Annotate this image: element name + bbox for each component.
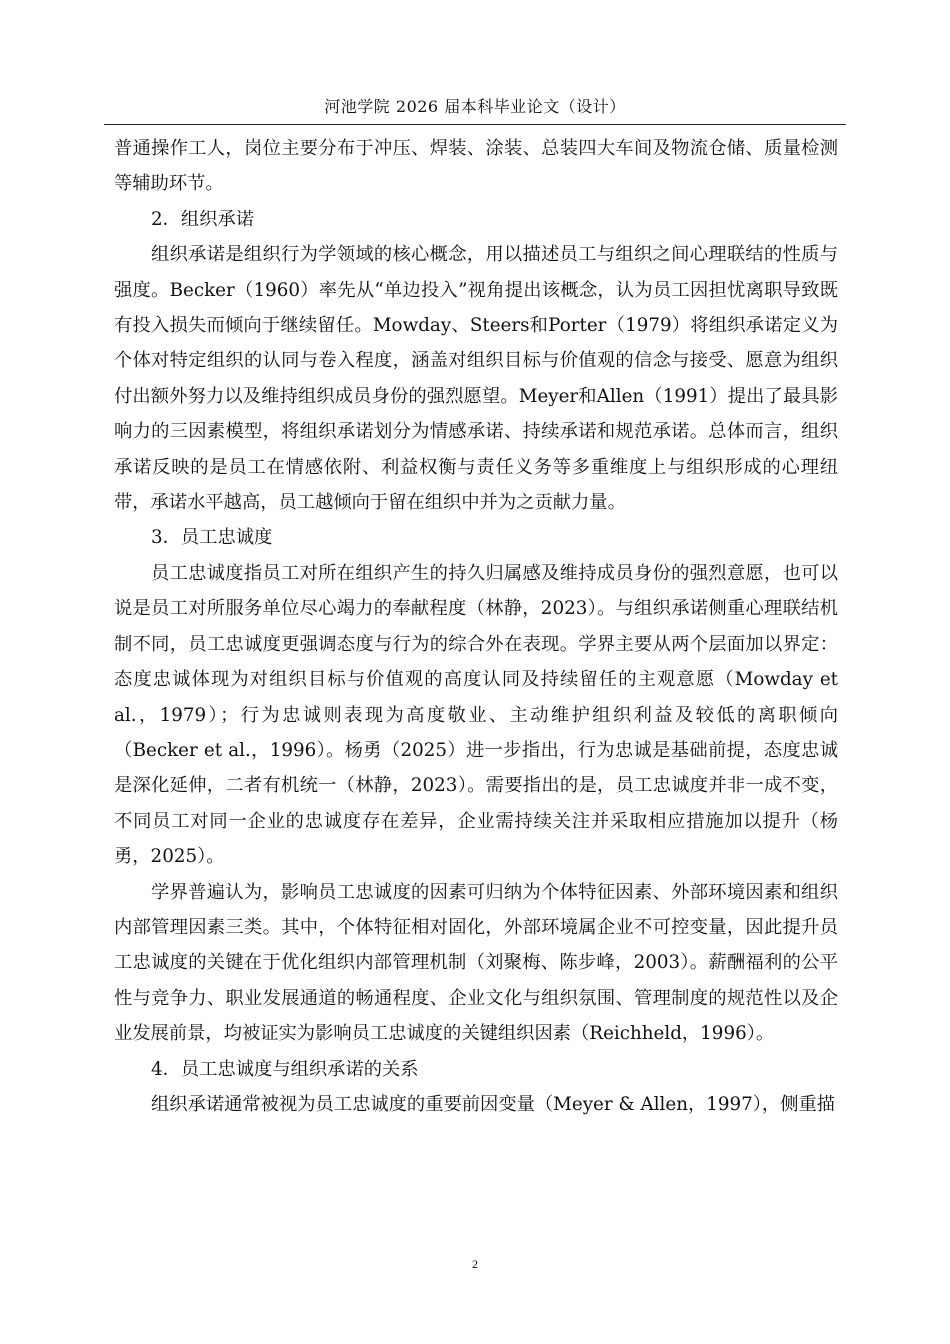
paragraph-continuation: 普通操作工人，岗位主要分布于冲压、焊装、涂装、总装四大车间及物流仓储、质量检测等辅助环节。 <box>114 138 838 195</box>
paragraph-employee-loyalty-definition: 员工忠诚度指员工对所在组织产生的持久归属感及维持成员身份的强烈意愿，也可以说是员工对所服务单位尽心竭力的奉献程度（林静，2023）。与组织承诺侧重心理联结机制不同，员工忠诚度更强调态度与行为的综合外在表现。学界主要从两个层面加以界定：态度忠诚体现为对组织目标与价值观的高度认同及持续留任的主观意愿（Mowday et al.，1979）；行为忠诚则表现为高度敬业、主动维护组织利益及较低的离职倾向（Becker et al.，1996）。杨勇（2025）进一步指出，行为忠诚是基础前提，态度忠诚是深化延伸，二者有机统一（林静，2023）。需要指出的是，员工忠诚度并非一成不变，不同员工对同一企业的忠诚度存在差异，企业需持续关注并采取相应措施加以提升（杨勇，2025）。 <box>114 562 838 868</box>
page-header-title: 河池学院 2026 届本科毕业论文（设计） <box>324 97 626 116</box>
paragraph-loyalty-commitment-relationship: 组织承诺通常被视为员工忠诚度的重要前因变量（Meyer & Allen，1997），侧重描 <box>151 1093 836 1115</box>
document-body <box>114 131 838 1122</box>
page-number: 2 <box>472 1257 478 1271</box>
section-heading-organizational-commitment: 2．组织承诺 <box>151 208 255 230</box>
paragraph-employee-loyalty-factors: 学界普遍认为，影响员工忠诚度的因素可归纳为个体特征因素、外部环境因素和组织内部管理因素三类。其中，个体特征相对固化，外部环境属企业不可控变量，因此提升员工忠诚度的关键在于优化组织内部管理机制（刘聚梅、陈步峰，2003）。薪酬福利的公平性与竞争力、职业发展通道的畅通程度、企业文化与组织氛围、管理制度的规范性以及企业发展前景，均被证实为影响员工忠诚度的关键组织因素（Reichheld，1996）。 <box>114 881 838 1045</box>
header-divider <box>104 124 846 125</box>
paragraph-organizational-commitment: 组织承诺是组织行为学领域的核心概念，用以描述员工与组织之间心理联结的性质与强度。Becker（1960）率先从“单边投入”视角提出该概念，认为员工因担忧离职导致既有投入损失而倾向于继续留任。Mowday、Steers和Porter（1979）将组织承诺定义为个体对特定组织的认同与卷入程度，涵盖对组织目标与价值观的信念与接受、愿意为组织付出额外努力以及维持组织成员身份的强烈愿望。Meyer和Allen（1991）提出了最具影响力的三因素模型，将组织承诺划分为情感承诺、持续承诺和规范承诺。总体而言，组织承诺反映的是员工在情感依附、利益权衡与责任义务等多重维度上与组织形成的心理纽带，承诺水平越高，员工越倾向于留在组织中并为之贡献力量。 <box>114 244 838 514</box>
section-heading-loyalty-commitment-relationship: 4．员工忠诚度与组织承诺的关系 <box>151 1058 419 1080</box>
section-heading-employee-loyalty: 3．员工忠诚度 <box>151 527 273 549</box>
